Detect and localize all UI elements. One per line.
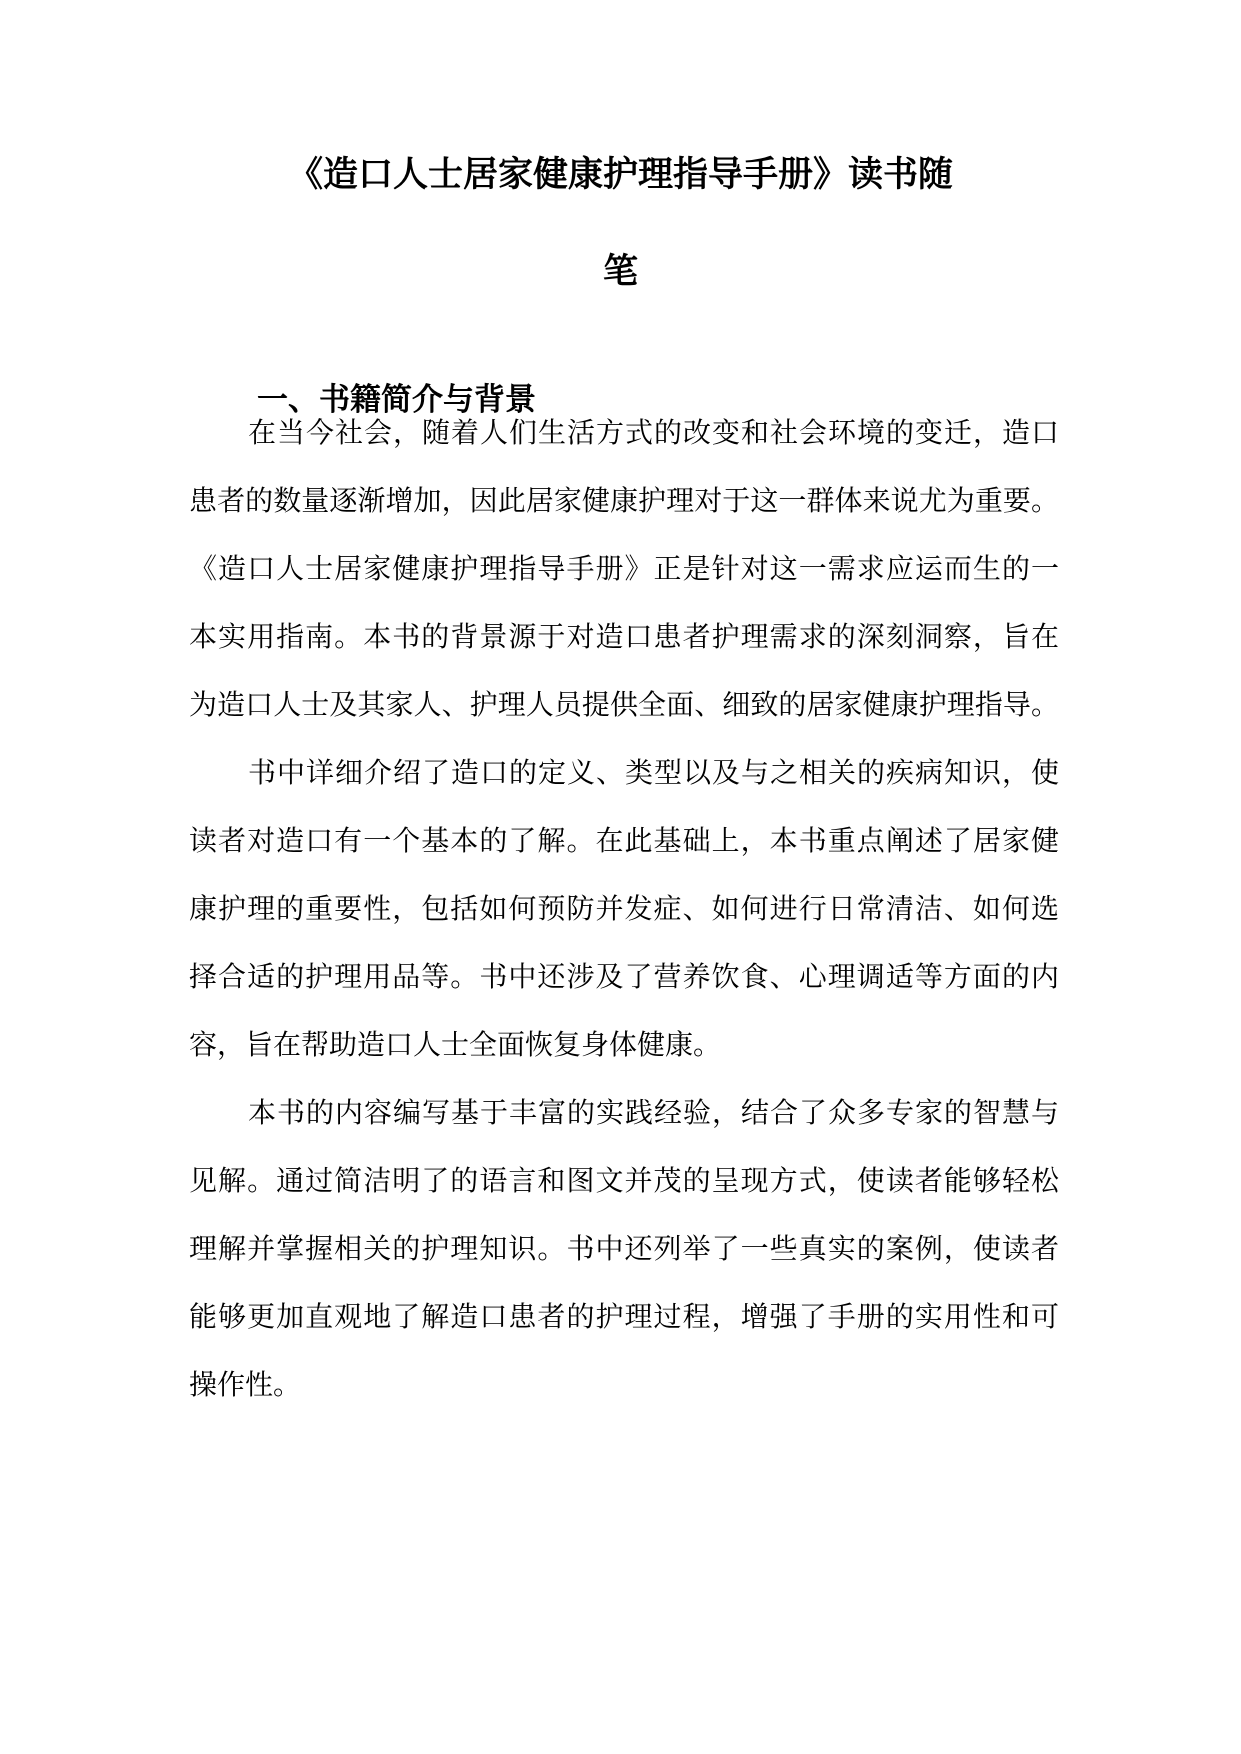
paragraph-3-line-3: 理解并掌握相关的护理知识。书中还列举了一些真实的案例，使读者 [189,1232,1059,1265]
document-title-line-2: 笔 [602,252,638,292]
paragraph-1-line-5: 为造口人士及其家人、护理人员提供全面、细致的居家健康护理指导。 [189,688,1059,721]
paragraph-3-line-1: 本书的内容编写基于丰富的实践经验，结合了众多专家的智慧与 [248,1096,1059,1129]
paragraph-1-line-3: 《造口人士居家健康护理指导手册》正是针对这一需求应运而生的一 [189,552,1059,585]
paragraph-2-line-5: 容，旨在帮助造口人士全面恢复身体健康。 [189,1028,722,1061]
document-title-line-1: 《造口人士居家健康护理指导手册》读书随 [287,155,953,195]
section-heading: 一、书籍简介与背景 [257,382,536,418]
paragraph-3-line-4: 能够更加直观地了解造口患者的护理过程，增强了手册的实用性和可 [189,1300,1059,1333]
paragraph-2-line-4: 择合适的护理用品等。书中还涉及了营养饮食、心理调适等方面的内 [189,960,1059,993]
paragraph-2-line-1: 书中详细介绍了造口的定义、类型以及与之相关的疾病知识，使 [248,756,1059,789]
paragraph-3-line-2: 见解。通过简洁明了的语言和图文并茂的呈现方式，使读者能够轻松 [189,1164,1059,1197]
paragraph-1-line-1: 在当今社会，随着人们生活方式的改变和社会环境的变迁，造口 [248,416,1059,449]
paragraph-1-line-2: 患者的数量逐渐增加，因此居家健康护理对于这一群体来说尤为重要。 [189,484,1059,517]
paragraph-2-line-2: 读者对造口有一个基本的了解。在此基础上，本书重点阐述了居家健 [189,824,1059,857]
paragraph-2-line-3: 康护理的重要性，包括如何预防并发症、如何进行日常清洁、如何选 [189,892,1059,925]
paragraph-1-line-4: 本实用指南。本书的背景源于对造口患者护理需求的深刻洞察，旨在 [189,620,1059,653]
paragraph-3-line-5: 操作性。 [189,1368,302,1401]
